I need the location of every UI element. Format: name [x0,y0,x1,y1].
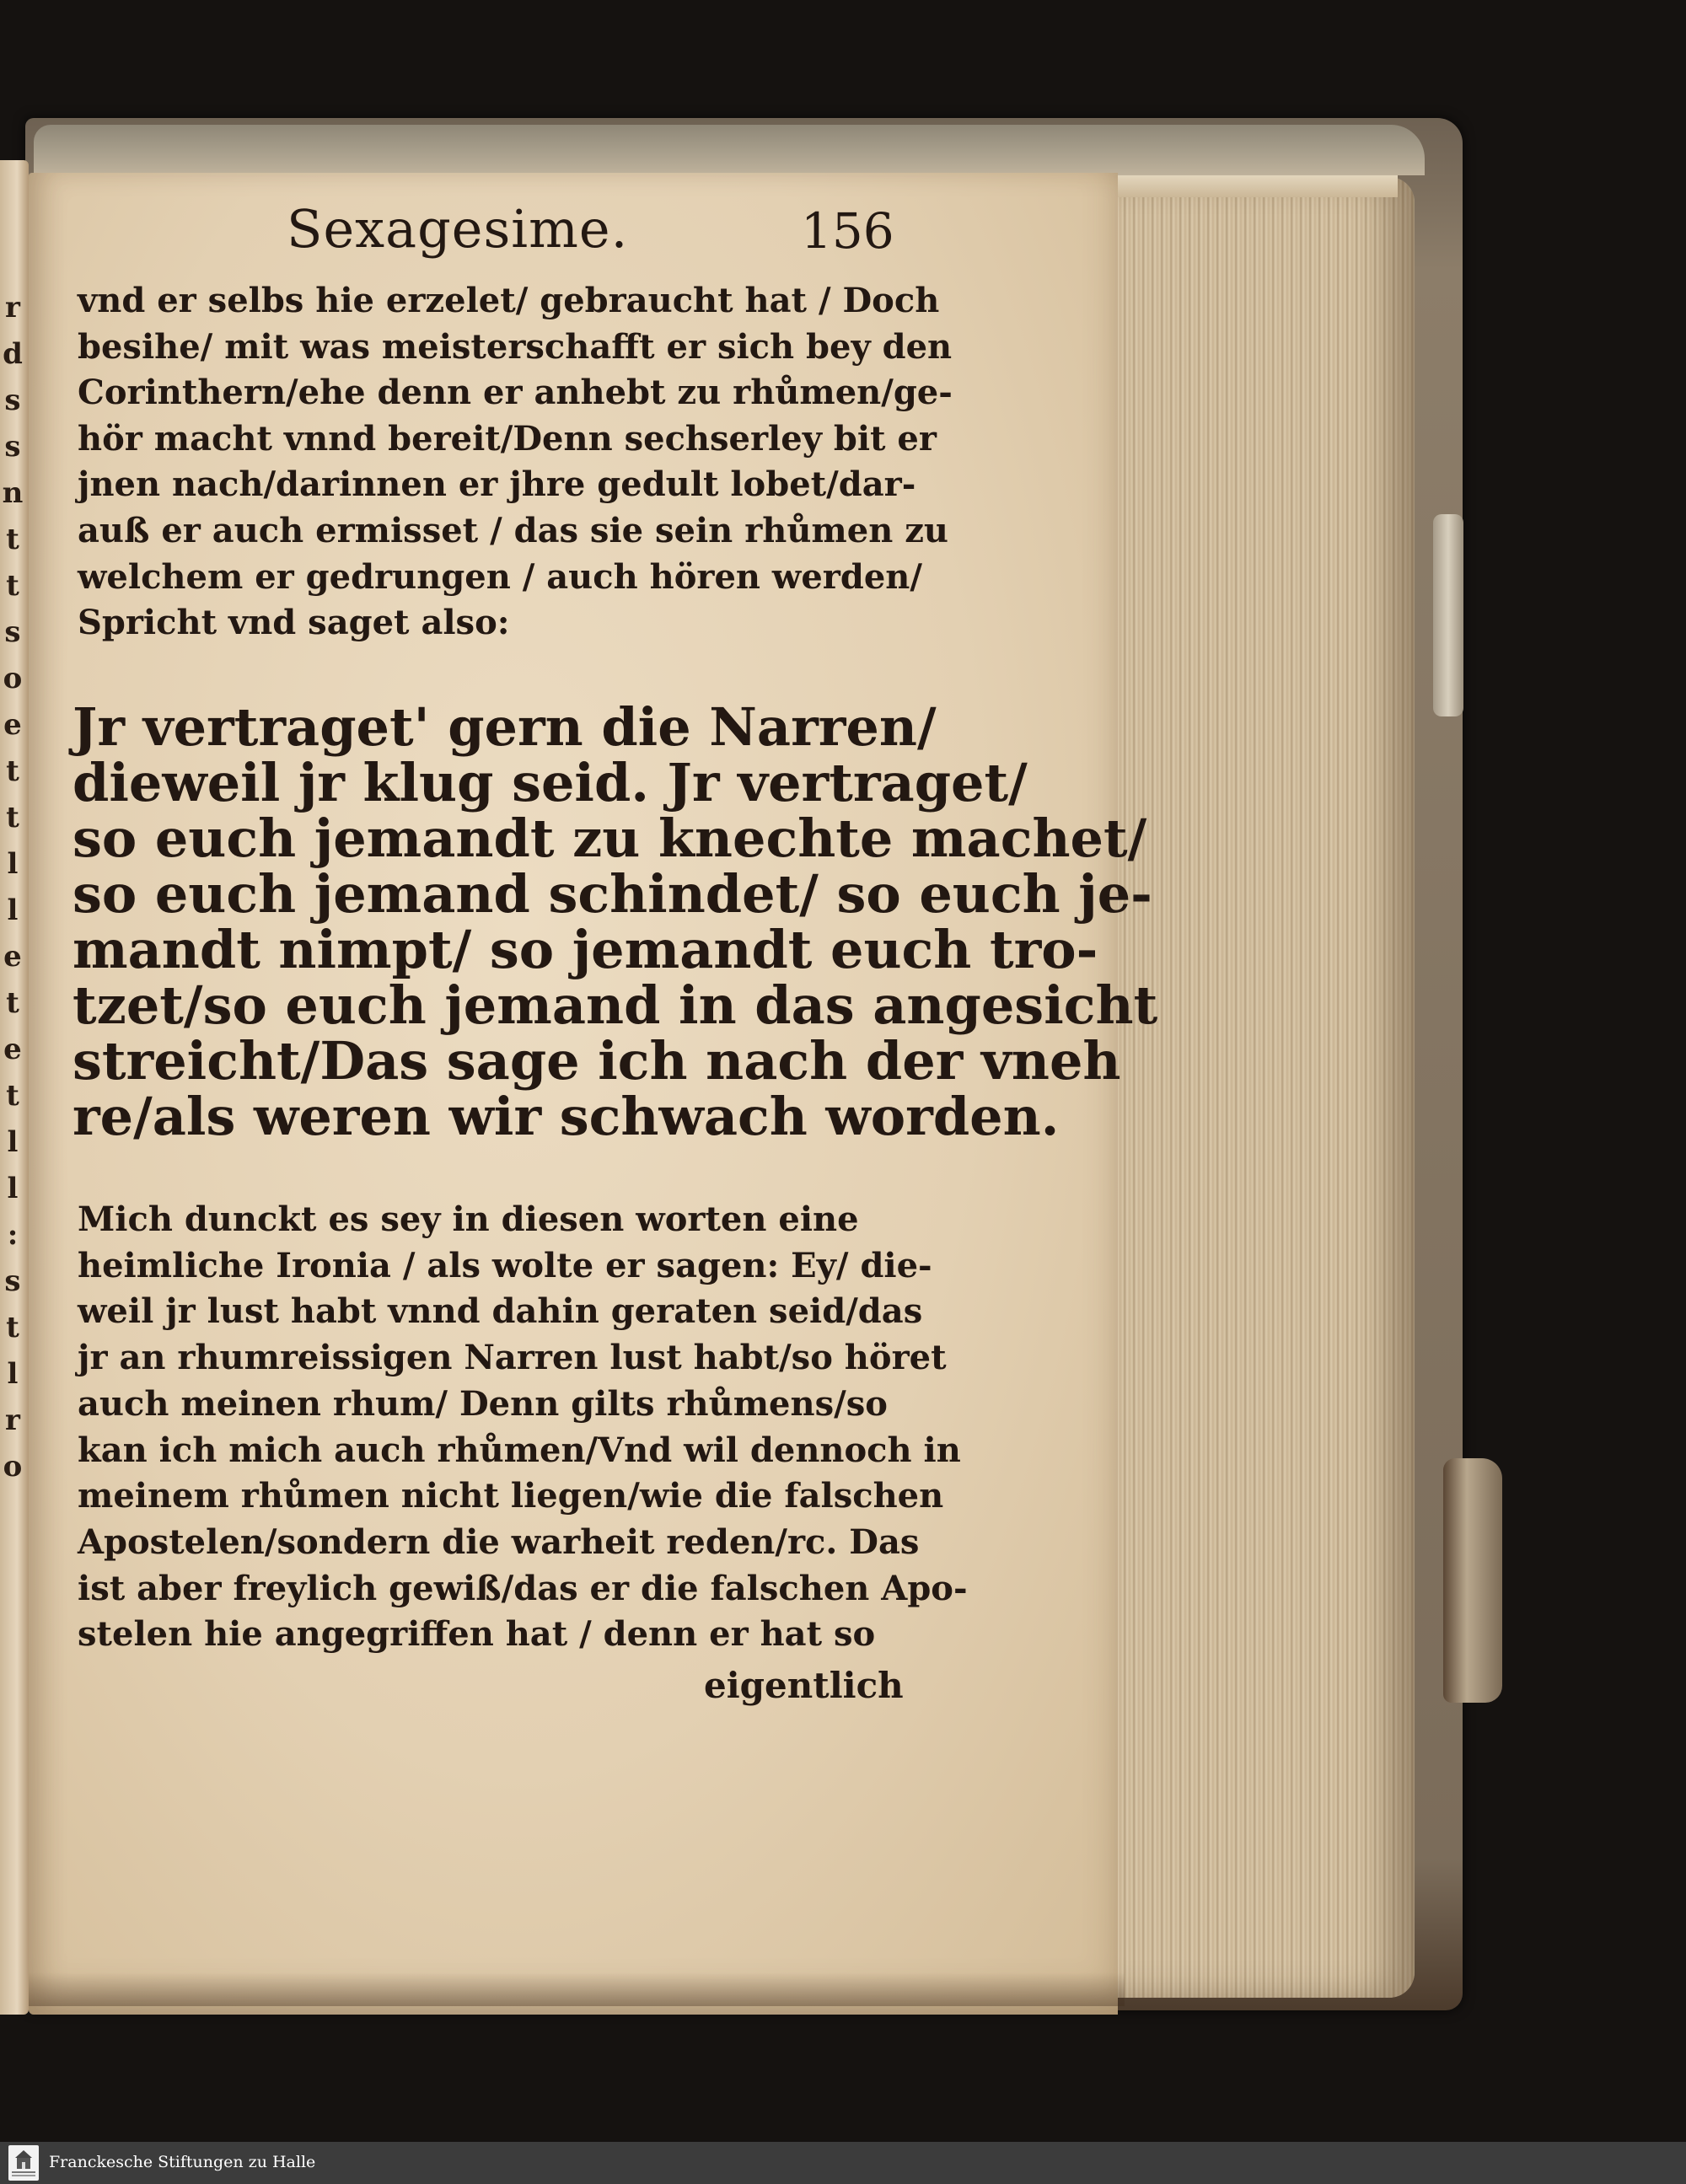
quote-line: dieweil jr klug seid. Jr vertraget/ [72,752,1028,813]
quote-line: streicht/Das sage ich nach der vneh [72,1030,1121,1092]
facing-page-letter: e [3,1033,22,1066]
text-line: welchem er gedrungen / auch hören werden/ [78,556,922,597]
facing-page-letter: d [3,337,23,371]
foundation-logo-icon [8,2145,39,2181]
text-line: kan ich mich auch rhůmen/Vnd wil dennoch in [78,1430,961,1470]
paragraph-intro [78,278,953,647]
text-line: vnd er selbs hie erzelet/ gebraucht hat / Doch [78,281,940,320]
facing-page-letter: s [4,384,21,417]
quote-line: Jr vertraget' gern die Narren/ [72,696,937,758]
page-number: 156 [801,202,894,260]
facing-page-letter: e [3,940,22,974]
facing-page-letter: n [2,476,24,510]
page-block-top [1111,175,1398,197]
text-line: Spricht vnd saget also: [78,603,510,643]
text-line: Mich dunckt es sey in diesen worten eine [78,1199,859,1239]
page-bottom-shadow [29,1972,1125,2006]
torn-leather-tab [1443,1458,1502,1703]
paragraph-commentary [78,1197,968,1658]
facing-page-letter: o [3,1450,23,1484]
facing-page-letter: e [3,708,22,742]
quote-line: re/als weren wir schwach worden. [72,1086,1060,1147]
facing-page-letter: l [7,893,19,927]
text-line: hör macht vnnd bereit/Denn sechserley bit er [78,418,937,459]
catchword: eigentlich [704,1665,904,1706]
text-line: heimliche Ironia / als wolte er sagen: Ey/ die- [78,1245,932,1285]
facing-page-letter: l [7,1357,19,1391]
facing-page-letter: l [7,1125,19,1159]
facing-page-letter: r [5,1403,20,1437]
running-head: Sexagesime. [287,198,629,260]
text-line: weil jr lust habt vnnd dahin geraten seid/das [78,1291,923,1332]
facing-page-letter: l [7,847,19,881]
institution-label: Franckesche Stiftungen zu Halle [49,2153,316,2171]
facing-page-letter: t [6,754,19,788]
text-line: Corinthern/ehe denn er anhebt zu rhůmen/ge- [78,373,953,413]
facing-page-letter: r [5,291,20,325]
text-line: auch meinen rhum/ Denn gilts rhůmens/so [78,1383,888,1424]
facing-page-letter: t [6,523,19,556]
text-line: ist aber freylich gewiß/das er die falschen Apo- [78,1568,968,1608]
facing-page-letter: s [4,1264,21,1298]
facing-page-letter: t [6,1079,19,1113]
bookmark-tab [1433,514,1463,716]
text-line: jr an rhumreissigen Narren lust habt/so höret [78,1338,947,1378]
facing-page-letter: : [7,1218,19,1252]
facing-page-letter: t [6,986,19,1020]
credit-bar [0,2142,1686,2184]
text-line: meinem rhůmen nicht liegen/wie die falschen [78,1476,944,1516]
scripture-quotation [72,696,1158,1147]
quote-line: so euch jemandt zu knechte machet/ [72,808,1147,869]
facing-page-letter: s [4,430,21,464]
facing-page-letter: t [6,1311,19,1344]
text-line: auß er auch ermisset / das sie sein rhůmen zu [78,510,949,550]
text-line: stelen hie angegriffen hat / denn er hat so [78,1614,876,1655]
facing-page-letter: t [6,801,19,834]
facing-page-letter: o [3,662,23,695]
facing-page-letter: t [6,569,19,603]
quote-line: so euch jemand schindet/ so euch je- [72,863,1152,925]
quote-line: mandt nimpt/ so jemandt euch tro- [72,919,1098,980]
facing-page-letter: l [7,1172,19,1205]
text-line: Apostelen/sondern die warheit reden/rc. Das [78,1521,920,1562]
facing-page-letter: s [4,615,21,649]
cover-top-edge [34,125,1425,175]
text-line: besihe/ mit was meisterschafft er sich bey den [78,326,953,367]
text-line: jnen nach/darinnen er jhre gedult lobet/dar- [78,464,916,505]
quote-line: tzet/so euch jemand in das angesicht [72,974,1158,1036]
